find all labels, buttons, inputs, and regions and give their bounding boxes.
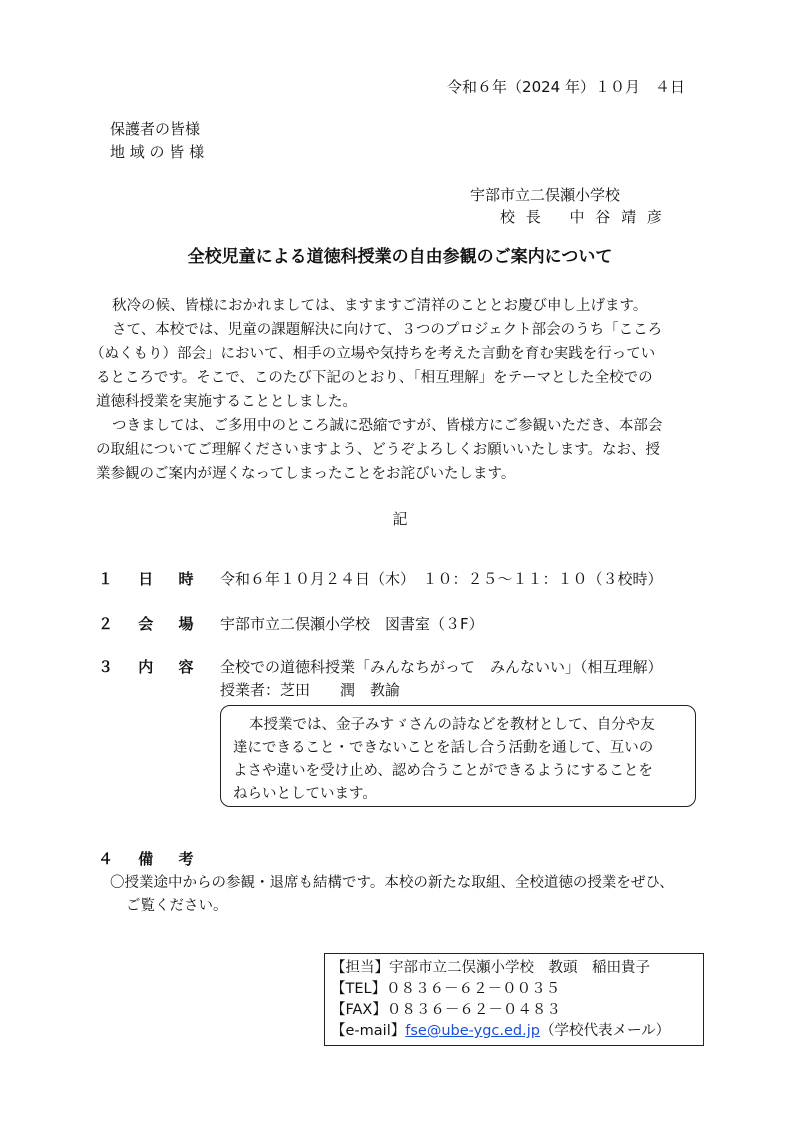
- contact-person: 【担当】宇部市立二俣瀬小学校 教頭 稲田貴子: [331, 960, 650, 976]
- box-line: 達にできること・できないことを話し合う活動を通して、互いの: [233, 740, 654, 756]
- box-line: 本授業では、金子みすゞさんの詩などを教材として、自分や友: [249, 717, 655, 733]
- remarks-label: ４ 備 考: [98, 850, 204, 868]
- body-line: 秋冷の候、皆様におかれましては、ますますご清祥のこととお慶び申し上げます。: [112, 298, 648, 314]
- body-line: （ぬくもり）部会」において、相手の立場や気持ちを考えた言動を育む実践を行ってい: [90, 346, 656, 362]
- email-note: （学校代表メール）: [539, 1023, 671, 1039]
- sender-principal: 校 長 中 谷 靖 彦: [500, 208, 665, 226]
- body-line: さて、本校では、児童の課題解決に向けて、３つのプロジェクト部会のうち「こころ: [112, 322, 663, 338]
- body-line: 業参観のご案内が遅くなってしまったことをお詫びいたします。: [96, 466, 516, 482]
- document-title: 全校児童による道徳科授業の自由参観のご案内について: [187, 247, 613, 267]
- body-line: るところです。そこで、このたび下記のとおり、「相互理解」をテーマとした全校での: [96, 370, 653, 386]
- contact-tel: 【TEL】０８３６－６２－００３５: [331, 981, 561, 997]
- teacher-value: 授業者：芝田 潤 教諭: [220, 681, 401, 699]
- remarks-line: ご覧ください。: [126, 898, 228, 914]
- date-value: 令和６年１０月２４日（木） １０：２５～１１：１０（３校時）: [220, 570, 663, 588]
- content-value: 全校での道徳科授業「みんなちがって みんないい」（相互理解）: [220, 658, 663, 676]
- remarks-line: 〇授業途中からの参観・退席も結構です。本校の新たな取組、全校道徳の授業をぜひ、: [110, 875, 674, 891]
- box-line: よさや違いを受け止め、認め合うことができるようにすることを: [233, 763, 653, 779]
- content-label: ３ 内 容: [98, 658, 204, 676]
- sender-school: 宇部市立二俣瀬小学校: [470, 186, 621, 204]
- addressee-parents: 保護者の皆様: [110, 120, 201, 138]
- addressee-community: 地 域 の 皆 様: [110, 143, 205, 161]
- body-line: つきましては、ご多用中のところ誠に恐縮ですが、皆様方にご参観いただき、本部会: [112, 418, 663, 434]
- contact-box: [324, 953, 704, 1046]
- issue-date: 令和６年（2024 年）１０月 ４日: [447, 78, 685, 96]
- date-label: １ 日 時: [98, 570, 204, 588]
- venue-value: 宇部市立二俣瀬小学校 図書室（３F）: [220, 615, 484, 633]
- contact-email-row: [331, 1021, 697, 1042]
- box-line: ねらいとしています。: [233, 786, 377, 802]
- venue-label: ２ 会 場: [98, 615, 204, 633]
- email-link[interactable]: fse@ube-ygc.ed.jp: [405, 1023, 540, 1039]
- content-description-box: [220, 705, 696, 807]
- email-label: 【e-mail】: [331, 1023, 406, 1039]
- contact-fax: 【FAX】０８３６－６２－０４８３: [331, 1002, 561, 1018]
- body-line: 道徳科授業を実施することとしました。: [96, 394, 357, 410]
- ki-heading: 記: [392, 510, 408, 528]
- body-text: [90, 294, 706, 486]
- body-line: の取組についてご理解くださいますよう、どうぞよろしくお願いいたします。なお、授: [96, 442, 661, 458]
